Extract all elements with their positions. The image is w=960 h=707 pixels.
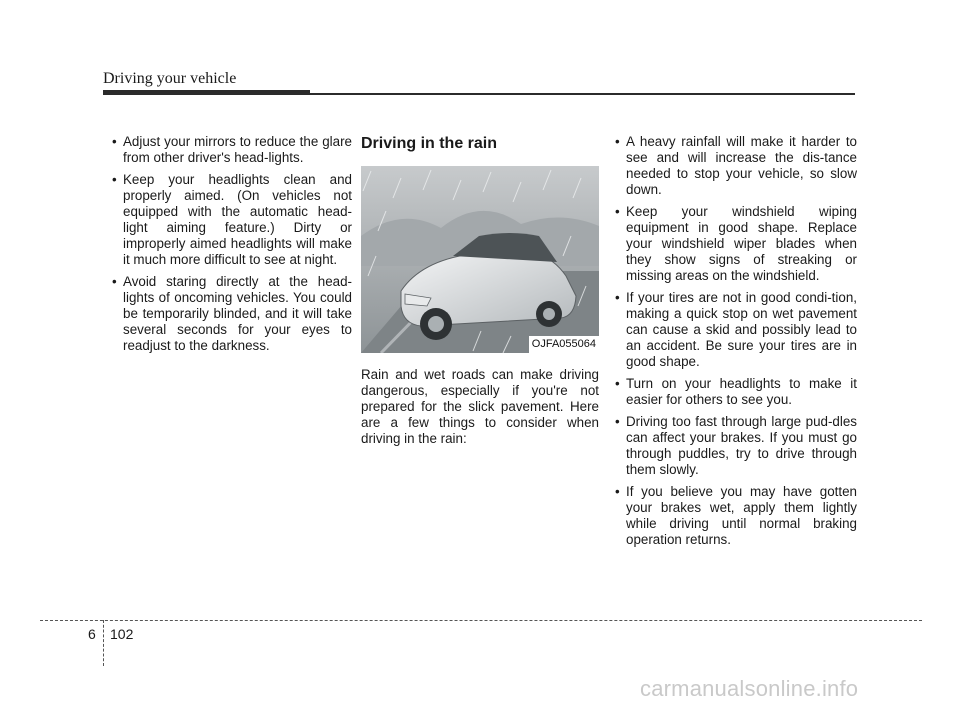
header-rule-thin <box>310 93 855 95</box>
list-item: • Driving too fast through large pud-dles can affect your brakes. If you must go through puddles, try to drive through them slowly. <box>605 414 857 478</box>
figure-code-label: OJFA055064 <box>529 336 599 353</box>
watermark-text: carmanualsonline.info <box>640 676 859 701</box>
left-bullet-list <box>102 134 352 354</box>
left-column <box>102 134 352 360</box>
list-item: • A heavy rainfall will make it harder to see and will increase the dis-tance needed to stop your vehicle, so slow down. <box>605 134 857 198</box>
list-item: • Keep your windshield wiping equipment in good shape. Replace your windshield wiper blades when they show signs of streaking or missing areas on the windshield. <box>605 204 857 284</box>
list-item: • If you believe you may have gotten your brakes wet, apply them lightly while driving until normal braking operation returns. <box>605 484 857 548</box>
list-item: • Adjust your mirrors to reduce the glare from other driver's head-lights. <box>102 134 352 166</box>
footer-vertical-rule <box>103 620 104 666</box>
rain-car-illustration <box>361 166 599 353</box>
section-title: Driving in the rain <box>361 135 498 152</box>
footer-dashed-rule <box>40 620 922 621</box>
rain-intro-paragraph: Rain and wet roads can make driving dangerous, especially if you're not prepared for the slick pavement. Here are a few things to consider when driving in the rain: <box>361 367 599 446</box>
chapter-number: 6 <box>88 626 96 642</box>
page-header-title: Driving your vehicle <box>103 70 237 87</box>
list-item: • If your tires are not in good condi-tion, making a quick stop on wet pavement can cause a skid and possibly lead to an accident. Be sure your tires are in good shape. <box>605 290 857 370</box>
header-rule-thick <box>103 90 310 95</box>
list-item: • Avoid staring directly at the head-lights of oncoming vehicles. You could be temporarily blinded, and it will take several seconds for your eyes to readjust to the darkness. <box>102 274 352 354</box>
list-item: • Turn on your headlights to make it easier for others to see you. <box>605 376 857 408</box>
car-in-rain-image <box>361 166 599 353</box>
middle-column <box>361 134 599 460</box>
list-item: • Keep your headlights clean and properly aimed. (On vehicles not equipped with the automatic head-light aiming feature.) Dirty or improperly aimed headlights will make it much more difficult to see at night. <box>102 172 352 268</box>
right-column <box>605 134 857 554</box>
right-bullet-list <box>605 134 857 548</box>
page-number: 102 <box>110 626 134 642</box>
